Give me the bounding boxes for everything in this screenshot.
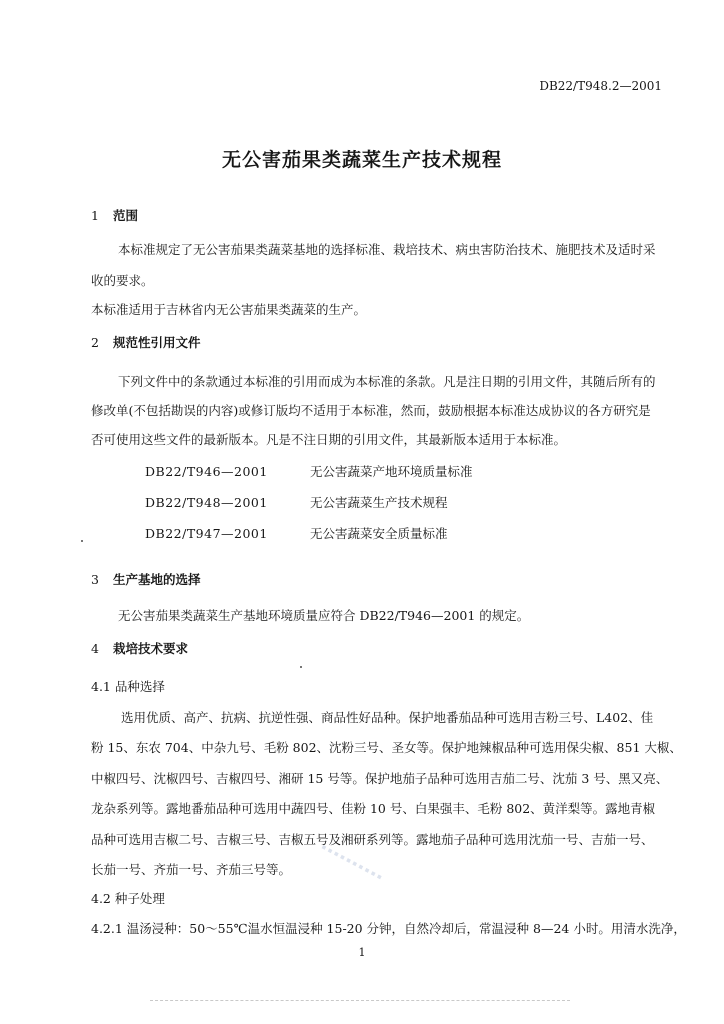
reference-title: 无公害蔬菜安全质量标准	[310, 526, 448, 541]
document-title: 无公害茄果类蔬菜生产技术规程	[221, 149, 502, 171]
paragraph-line: 修改单(不包括勘误的内容)或修订版均不适用于本标准，然而，鼓励根据本标准达成协议的各方研究是	[91, 403, 651, 418]
reference-code: DB22/T946—2001	[145, 464, 268, 479]
section-title: 生产基地的选择	[113, 572, 201, 587]
section-1-heading	[91, 206, 138, 224]
reference-item	[145, 493, 448, 511]
paragraph-line: 下列文件中的条款通过本标准的引用而成为本标准的条款。凡是注日期的引用文件，其随后所有的	[118, 374, 656, 389]
paragraph-line: 粉 15、东农 704、中杂九号、毛粉 802、沈粉三号、圣女等。保护地辣椒品种可选用保尖椒、851 大椒、	[91, 740, 682, 755]
reference-title: 无公害蔬菜产地环境质量标准	[310, 464, 473, 479]
section-title: 规范性引用文件	[113, 335, 201, 350]
section-2-heading	[91, 333, 201, 351]
section-number: 1	[91, 208, 99, 223]
paragraph-line: 选用优质、高产、抗病、抗逆性强、商品性好品种。保护地番茄品种可选用吉粉三号、L402、佳	[121, 710, 654, 725]
paragraph-line: 4.2.1 温汤浸种：50～55℃温水恒温浸种 15-20 分钟，自然冷却后，常温浸种 8—24 小时。用清水洗净，	[91, 921, 686, 936]
section-4-heading	[91, 639, 188, 657]
scan-dot	[300, 666, 302, 668]
section-title: 范围	[113, 208, 139, 223]
reference-code: DB22/T948—2001	[145, 495, 268, 510]
section-number: 3	[91, 572, 99, 587]
section-number: 4	[91, 641, 99, 656]
paragraph-line: 长茄一号、齐茄一号、齐茄三号等。	[91, 862, 292, 877]
reference-item	[145, 462, 473, 480]
scan-dot	[81, 540, 83, 542]
paragraph-line: 本标准适用于吉林省内无公害茄果类蔬菜的生产。	[91, 302, 367, 317]
reference-item	[145, 524, 448, 542]
section-number: 2	[91, 335, 99, 350]
faint-watermark: ▪ ▪ ▪ ▪ ▪ ▪ ▪ ▪ ▪ ▪	[320, 842, 384, 882]
paragraph-line: 龙杂系列等。露地番茄品种可选用中蔬四号、佳粉 10 号、白果强丰、毛粉 802、黄洋梨等。露地青椒	[91, 801, 656, 816]
subsection-heading: 4.1 品种选择	[91, 679, 165, 694]
paragraph-line: 否可使用这些文件的最新版本。凡是不注日期的引用文件，其最新版本适用于本标准。	[91, 432, 567, 447]
section-title: 栽培技术要求	[113, 641, 189, 656]
paragraph-line: 无公害茄果类蔬菜生产基地环境质量应符合 DB22/T946—2001 的规定。	[118, 608, 530, 623]
scan-edge-line	[150, 1000, 570, 1002]
reference-title: 无公害蔬菜生产技术规程	[310, 495, 448, 510]
paragraph-line: 品种可选用吉椒二号、吉椒三号、吉椒五号及湘研系列等。露地茄子品种可选用沈茄一号、吉茄一号、	[91, 832, 654, 847]
paragraph-line: 本标准规定了无公害茄果类蔬菜基地的选择标准、栽培技术、病虫害防治技术、施肥技术及适时采	[118, 242, 656, 257]
subsection-heading: 4.2 种子处理	[91, 891, 165, 906]
standard-number: DB22/T948.2—2001	[539, 79, 662, 93]
reference-code: DB22/T947—2001	[145, 526, 268, 541]
section-3-heading	[91, 570, 201, 588]
paragraph-line: 收的要求。	[91, 273, 154, 288]
page-number: 1	[358, 946, 366, 959]
paragraph-line: 中椒四号、沈椒四号、吉椒四号、湘研 15 号等。保护地茄子品种可选用吉茄二号、沈茄 3 号、黑又亮、	[91, 771, 669, 786]
